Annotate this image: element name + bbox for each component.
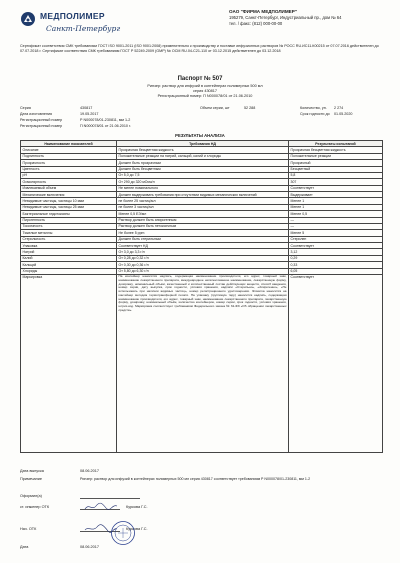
row-indicator: Тяжелые металлы <box>21 230 117 236</box>
footer-date-label: Дата <box>20 545 29 549</box>
passport-title: Паспорт № 507 <box>177 76 223 82</box>
row-requirement: не более 25 частиц/мл <box>117 198 289 204</box>
row-indicator: Пирогенность <box>21 217 117 223</box>
head-name: Куркова Г.С. <box>126 527 148 531</box>
company-contacts: тел. / факс: (812) 000-00-00 <box>229 20 283 26</box>
marking-label: Маркировка <box>21 274 117 452</box>
results-body <box>21 147 383 275</box>
row-requirement: Раствор должен быть нетоксичным <box>117 223 289 229</box>
row-indicator: Хлориды <box>21 268 117 274</box>
meta-volume <box>200 106 256 110</box>
meta-series-value: 430817 <box>80 106 93 110</box>
row-result: — <box>289 217 383 223</box>
meta-volume-value: 52 288 <box>244 106 256 110</box>
otk-stamp <box>110 520 136 546</box>
company-address: 195279, Санкт-Петербург, Индустриальный пр., дом № 64 <box>229 15 342 21</box>
meta-count-value: 2 274 <box>334 106 344 110</box>
meta-date <box>20 112 99 116</box>
row-result: 5,8 <box>289 172 383 178</box>
meta-date-value: 19.05.2017 <box>80 112 99 116</box>
row-result: Соответствует <box>289 243 383 249</box>
product-description <box>60 84 350 99</box>
row-indicator: Осмолярность <box>21 179 117 185</box>
row-result: — <box>289 223 383 229</box>
row-indicator: Стерильность <box>21 236 117 242</box>
row-requirement: Соответствует НД <box>117 243 289 249</box>
row-requirement: Должен быть бесцветным <box>117 166 289 172</box>
company-block <box>229 9 389 27</box>
row-result: Менее 5 <box>289 230 383 236</box>
row-result: Положительные реакции <box>289 153 383 159</box>
formed-signature-line <box>80 498 140 499</box>
issue-date-value: 08.06.2017 <box>80 469 100 473</box>
meta-volume-label: Объем серии, шт <box>200 106 230 110</box>
row-result: Менее 1 <box>289 198 383 204</box>
row-result: Стерилен <box>289 236 383 242</box>
header-requirement: Требования НД <box>117 141 289 147</box>
row-indicator: Прозрачность <box>21 160 117 166</box>
row-indicator: Бактериальные эндотоксины <box>21 211 117 217</box>
logo-wordmark: МЕДПОЛИМЕР <box>40 11 105 21</box>
meta-series <box>20 106 93 110</box>
row-requirement: Должен быть прозрачным <box>117 160 289 166</box>
row-result: Менее 0,5 <box>289 211 383 217</box>
otk-name: Куркова Г.С. <box>126 505 148 509</box>
product-line-1: Ринзер: раствор для инфузий в контейнерах полимерных 500 мл <box>147 84 263 88</box>
meta-regno-value: Р N000078/01-230811, мм 1-2 <box>80 118 131 122</box>
row-indicator: Невидимые частицы, частицы 25 мкм <box>21 204 117 210</box>
results-table <box>20 140 383 453</box>
meta-regdate-label: Регистрационный номер <box>20 124 63 128</box>
formed-label: Оформил(а) <box>20 494 42 498</box>
meta-date-label: Дата изготовления <box>20 112 53 116</box>
row-requirement: Не менее номинального <box>117 185 289 191</box>
footer-date <box>20 545 100 549</box>
row-result: Прозрачная бесцветная жидкость <box>289 147 383 153</box>
row-indicator: Извлекаемый объем <box>21 185 117 191</box>
results-title: РЕЗУЛЬТАТЫ АНАЛИЗА <box>175 133 225 138</box>
meta-regno-label: Регистрационный номер <box>20 118 63 122</box>
row-requirement: От 5,0 до 7,5 <box>117 172 289 178</box>
row-result: Бесцветный <box>289 166 383 172</box>
row-indicator: Калий <box>21 255 117 261</box>
row-result: Прозрачный <box>289 160 383 166</box>
row-requirement: От 3,0 до 3,3 г/л <box>117 249 289 255</box>
row-requirement: Должен выдерживать требования при отсутствии видимых механических включений <box>117 192 289 198</box>
row-requirement: Прозрачная бесцветная жидкость <box>117 147 289 153</box>
marking-text: На контейнер наносится надпись, содержащая наименование производителя, его адрес, товарный знак, наименование лекарственного препарата, международное непатентованное наименование, лекарственную форму, дозировку, номинальный объём, качественный и количественный состав действующих веществ, способ введения, номер серии, дату выпуска, срок годности, условия хранения, надписи «Стерильно», «Апирогенно», «Не использовать при наличии видимых частиц», номер регистрационного удостоверения. Этикетка наносится на контейнер методом термотрансферной печати. На упаковку (групповую тару) наносится надпись, содержащая наименование производителя, его адрес, товарный знак, наименование лекарственного препарата, лекарственную форму, дозировку, номинальный объём, количество контейнеров, номер серии, срок годности, условия хранения, штрих-код. Маркировка соответствует требованиям Федерального закона № 61-ФЗ «Об обращении лекарственных средств». <box>117 274 289 452</box>
row-requirement: От 290 до 320 мОсм/л <box>117 179 289 185</box>
certificate-text: Сертификат соответствия СМК требованиям ГОСТ ISO 9001-2011 (ISO 9001:2008) применительно к производству и поставке инфузионных растворов № РОСС RU.ИС11.К00215 от 07.07.2016 действителен до 07.07.2018 г. Сертификат соответствия СМК требованиям ГОСТ Р 52249-2009 (GMP) № ОСМ RU.04-С21-110 от 03.12.2015 действителен до 03.12.2018 <box>20 44 379 54</box>
meta-expiry-value: 01.05.2020 <box>334 112 353 116</box>
row-indicator: Упаковка <box>21 243 117 249</box>
footer-date-value: 08.06.2017 <box>80 545 100 549</box>
row-requirement: Положительные реакции на натрий, кальций, калий и хлориды <box>117 153 289 159</box>
product-line-2: серия 430817 <box>192 89 218 94</box>
row-result: Соответствует <box>289 185 383 191</box>
marking-row <box>21 274 383 452</box>
row-indicator: Описание <box>21 147 117 153</box>
meta-series-label: Серия <box>20 106 31 110</box>
meta-regno <box>20 118 131 122</box>
footer-note <box>20 477 42 481</box>
meta-count-label: Количество, уп. <box>300 106 327 110</box>
header-indicator: Наименование показателей <box>21 141 117 147</box>
row-indicator: pH <box>21 172 117 178</box>
company-name: ОАО "ФИРМА МЕДПОЛИМЕР" <box>229 9 297 14</box>
marking-result: Соответствует <box>289 274 383 452</box>
row-indicator: Невидимые частицы, частицы 10 мкм <box>21 198 117 204</box>
row-result: 307 <box>289 179 383 185</box>
row-result: 0,29 <box>289 255 383 261</box>
header-result: Результаты испытаний <box>289 141 383 147</box>
row-requirement: не более 3 частиц/мл <box>117 204 289 210</box>
row-indicator: Подлинность <box>21 153 117 159</box>
row-requirement: Должен быть стерильным <box>117 236 289 242</box>
meta-regdate <box>20 124 131 128</box>
row-result: Менее 1 <box>289 204 383 210</box>
product-line-3: Регистрационный номер: П N000078/01 от 21.06.2010 <box>157 94 253 99</box>
meta-expiry <box>300 112 353 116</box>
issue-date <box>20 469 100 473</box>
row-indicator: Токсичность <box>21 223 117 229</box>
row-indicator: Кальций <box>21 262 117 268</box>
row-indicator: Натрий <box>21 249 117 255</box>
row-requirement: Раствор должен быть апирогенным <box>117 217 289 223</box>
row-result: 3,12 <box>289 249 383 255</box>
row-indicator: Механические включения <box>21 192 117 198</box>
logo-tagline: Санкт-Петербург <box>46 24 121 33</box>
otk-signature <box>84 502 118 511</box>
row-result: 0,33 <box>289 262 383 268</box>
otk-label: ст. инженер ОТК <box>20 505 50 509</box>
meta-expiry-label: Срок годности до <box>300 112 330 116</box>
row-result: 6,05 <box>289 268 383 274</box>
row-result: Выдерживает <box>289 192 383 198</box>
meta-regdate-value: П N000078/01 от 21.06.2010 г. <box>80 124 131 128</box>
company-logo <box>20 9 132 39</box>
meta-count <box>300 106 344 110</box>
row-requirement: От 5,80 до 6,30 г/л <box>117 268 289 274</box>
row-requirement: Менее 0,5 ЕЭ/мл <box>117 211 289 217</box>
note-value: Ринзер: раствор для инфузий в контейнерах полимерных 500 мл серия 430817 соответствует требованиям Р N000078/01-230811, мм 1-2 <box>80 477 311 481</box>
issue-date-label: Дата выпуска <box>20 469 44 473</box>
logo-emblem-icon <box>20 11 36 27</box>
row-requirement: От 0,30 до 0,36 г/л <box>117 262 289 268</box>
row-requirement: Не более 5 ppm <box>117 230 289 236</box>
head-label: Нач. ОТК <box>20 527 37 531</box>
row-indicator: Цветность <box>21 166 117 172</box>
row-requirement: От 0,28 до 0,32 г/л <box>117 255 289 261</box>
note-label: Примечание <box>20 477 42 481</box>
